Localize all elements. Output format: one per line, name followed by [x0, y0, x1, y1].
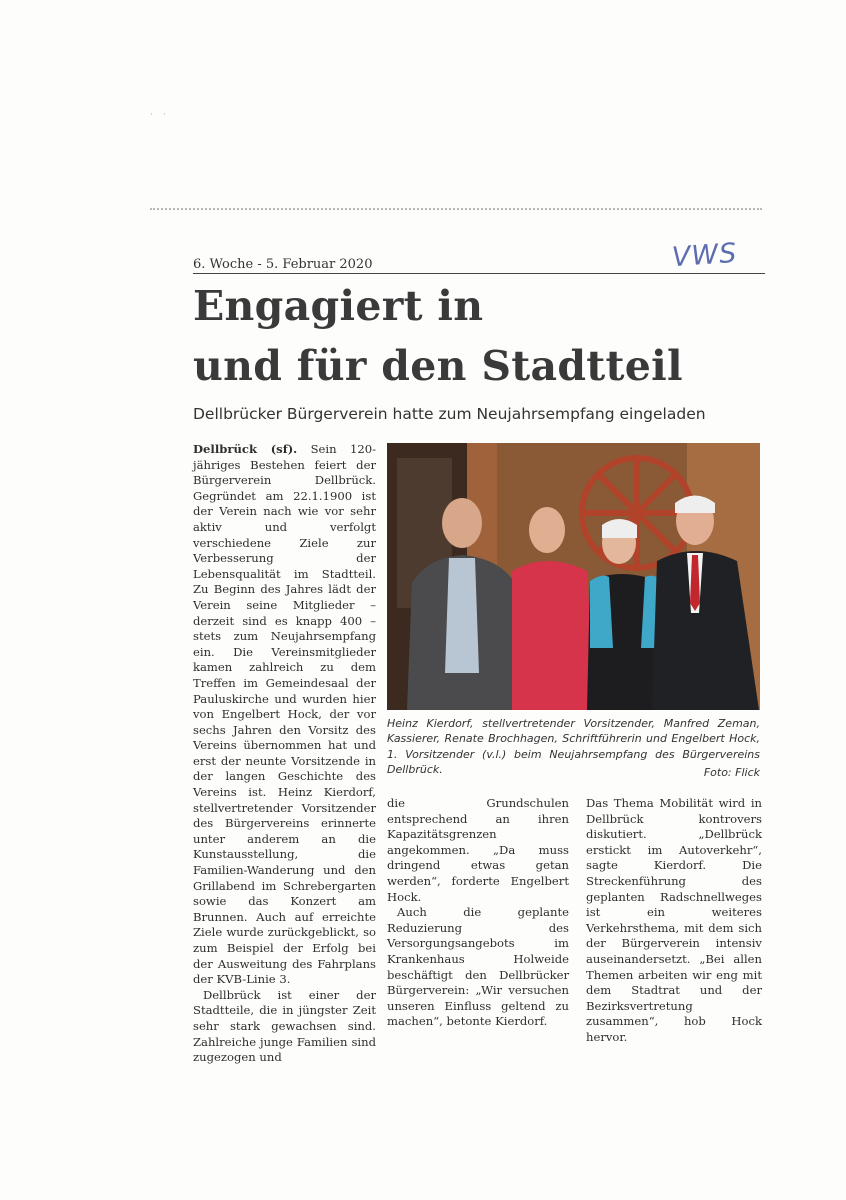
photo-credit: Foto: Flick — [703, 766, 760, 779]
headline-line-2: und für den Stadtteil — [193, 342, 683, 390]
group-photo-illustration — [387, 443, 760, 710]
article-column-3 — [586, 796, 762, 1046]
header-rule — [193, 273, 765, 274]
article-paragraph-3: die Grundschulen entsprechend an ihren Kapazitätsgrenzen angekommen. „Da muss dringend etwas getan werden“, forderte Engelbert Hock. — [387, 796, 569, 904]
article-paragraph-5: Das Thema Mobilität wird in Dellbrück kontrovers diskutiert. „Dellbrück erstickt im Autoverkehr“, sagte Kierdorf. Die Streckenführung des geplanten Radschnellweges ist ein weiteres Verkehrsthema, mit dem sich der Bürgerverein intensiv auseinandersetzt. „Bei allen Themen arbeiten wir eng mit dem Stadtrat und der Bezirksvertretung zusammen“, hob Hock hervor. — [586, 796, 762, 1044]
article-paragraph-1 — [193, 442, 376, 988]
article-column-2 — [387, 796, 569, 1030]
issue-date-line: 6. Woche - 5. Februar 2020 — [193, 257, 373, 272]
subtitle: Dellbrücker Bürgerverein hatte zum Neujahrsempfang eingeladen — [193, 405, 706, 423]
article-paragraph-1-text: Sein 120-jähriges Bestehen feiert der Bürgerverein Dellbrück. Gegründet am 22.1.1900 ist der Verein nach wie vor sehr aktiv und verfolgt verschiedene Ziele zur Verbesserung der Lebensqualität im Stadtteil. Zu Beginn des Jahres lädt der Verein seine Mitglieder – derzeit sind es knapp 400 – stets zum Neujahrsempfang ein. Die Vereinsmitglieder kamen zahlreich zu dem Treffen im Gemeindesaal der Pauluskirche und wurden hier von Engelbert Hock, der vor sechs Jahren den Vorsitz des Vereins übernommen hat und erst der neunte Vorsitzende in der langen Geschichte des Vereins ist. Heinz Kierdorf, stellvertretender Vorsitzender des Bürgervereins erinnerte unter anderem an die Kunstausstellung, die Familien-Wanderung und den Grillabend im Schrebergarten sowie das Konzert am Brunnen. Auch auf erreichte Ziele wurde zurückgeblickt, so zum Beispiel der Erfolg bei der Ausweitung des Fahrplans der KVB-Linie 3. — [193, 442, 376, 987]
handwritten-mark: VWS — [670, 237, 739, 274]
group-photo — [387, 443, 760, 710]
cut-line-divider — [150, 208, 762, 210]
photo-caption: Heinz Kierdorf, stellvertretender Vorsitzender, Manfred Zeman, Kassierer, Renate Brochhagen, Schriftführerin und Engelbert Hock, 1. Vorsitzender (v.l.) beim Neujahrsempfang des Bürgervereins Dellbrück. — [387, 717, 760, 777]
article-column-1 — [193, 442, 376, 1066]
article-paragraph-2: Dellbrück ist einer der Stadtteile, die in jüngster Zeit sehr stark gewachsen sind. Zahlreiche junge Familien sind zugezogen und — [193, 987, 376, 1065]
headline — [193, 276, 773, 396]
scan-specks: · · — [150, 110, 170, 119]
headline-line-1: Engagiert in — [193, 282, 484, 330]
article-paragraph-4: Auch die geplante Reduzierung des Versorgungsangebots im Krankenhaus Holweide beschäftigt den Dellbrücker Bürgerverein: „Wir versuchen unseren Einfluss geltend zu machen“, betonte Kierdorf. — [387, 905, 569, 1029]
article-lead: Dellbrück (sf). — [193, 442, 298, 456]
